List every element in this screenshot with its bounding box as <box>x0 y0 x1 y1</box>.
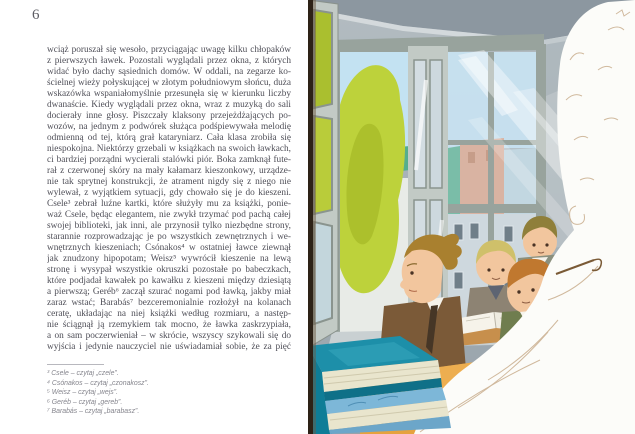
body-text-line: nie ściągnął ją rzemykiem tak mocno, że ławka zaskrzypiała, <box>47 320 291 330</box>
body-text-line: wskazówka wspaniałomyślnie przesunęła się w kierunku liczby <box>47 89 291 99</box>
body-text-line: wyjścia i jedynie nauczyciel nie uświadamiał sobie, że za pięć <box>47 342 291 352</box>
body-text-line: waż Csele, będąc elegantem, nie zwykł trzymać pod pachą całej <box>47 210 291 220</box>
body-text-line: ścielnej wieży połyskującej w złotym południowym słońcu, duża <box>47 78 291 88</box>
body-text-line: swojej biblioteki, jak inni, ale przynosił tylko niezbędne strony, <box>47 221 291 231</box>
body-text-line: ci bardziej porządni wycierali stalówki piór. Boka zamknął fute- <box>47 155 291 165</box>
body-text-line: wnętrznych kieszeniach; Csónakos⁴ w ostatniej ławce ziewnął <box>47 243 291 253</box>
body-text-line: Csele³ zebrał luźne kartki, które służyły mu za książki, ponie- <box>47 199 291 209</box>
body-text-line: widać było dachy sąsiednich domów. W oddali, na zegarze ko- <box>47 67 291 77</box>
body-text-line: docierały inne głosy. Piszczały klaksony przejeżdżających po- <box>47 111 291 121</box>
classroom-illustration <box>308 0 635 434</box>
body-text-line: niespokojna. Niektórzy grzebali w książkach na swoich ławkach, <box>47 144 291 154</box>
page-number: 6 <box>32 7 40 23</box>
left-text-page <box>0 0 308 434</box>
body-text-line: wciąż poruszał się wesoło, przyciągając uwagę kilku chłopaków <box>47 45 291 55</box>
footnote: ³ Csele – czytaj „czele”. <box>47 370 119 377</box>
body-text <box>47 45 291 353</box>
body-text-line: wylewał, z wyjątkiem sytuacji, gdy chowało się je do kieszeni. <box>47 188 291 198</box>
body-text-line: a pierwszą; Geréb⁶ zaczął szurać nogami pod ławką, jakby miał <box>47 287 291 297</box>
body-text-line: stronę i wysypał wszystkie okruszki pozostałe po babeczkach, <box>47 265 291 275</box>
body-text-line: starannie rozprowadzając je po wszystkich zewnętrznych i we- <box>47 232 291 242</box>
footnote: ⁶ Geréb – czytaj „gereb”. <box>47 398 123 406</box>
footnote: ⁴ Csónakos – czytaj „czonakosz”. <box>47 379 149 387</box>
body-text-line: nie tak sprytnej konstrukcji, że atrament nigdy się z niego nie <box>47 177 291 187</box>
body-text-line: jak znudzony hipopotam; Weisz⁵ wywrócił kieszenie na lewą <box>47 254 291 264</box>
body-text-line: a on sam poczerwieniał – w skrócie, wszyscy szykowali się do <box>47 331 291 341</box>
gutter-shadow <box>308 0 316 434</box>
body-text-line: ceratę, układając na niej książki według rozmiaru, a następ- <box>47 309 291 319</box>
footnote: ⁵ Weisz – czytaj „wejs”. <box>47 389 118 397</box>
body-text-line: dwanaście. Kiedy wyglądali przez okna, wraz z muzyką do sali <box>47 100 291 110</box>
body-text-line: z pierwszych ławek. Pozostali wyglądali przez okna, z których <box>47 56 291 66</box>
body-text-line: które podjadał kawałek po kawałku z kieszeni między dziesiątą <box>47 276 291 286</box>
footnote: ⁷ Barabás – czytaj „barabasz”. <box>47 408 140 416</box>
footnote-separator <box>47 364 104 365</box>
body-text-line: wozów, na jednym z podwórek służąca podśpiewywała melodię <box>47 122 291 132</box>
illustration-page <box>308 0 635 434</box>
body-text-line: rał z czerwonej skóry na mały kałamarz kieszonkowy, urządze- <box>47 166 291 176</box>
body-text-line: odmienną od tej, którą grał kataryniarz. Cała klasa zrobiła się <box>47 133 291 143</box>
body-text-line: zaraz wstać; Barabás⁷ bezceremonialnie rozłożył na kolanach <box>47 298 291 308</box>
footnotes <box>47 369 291 417</box>
